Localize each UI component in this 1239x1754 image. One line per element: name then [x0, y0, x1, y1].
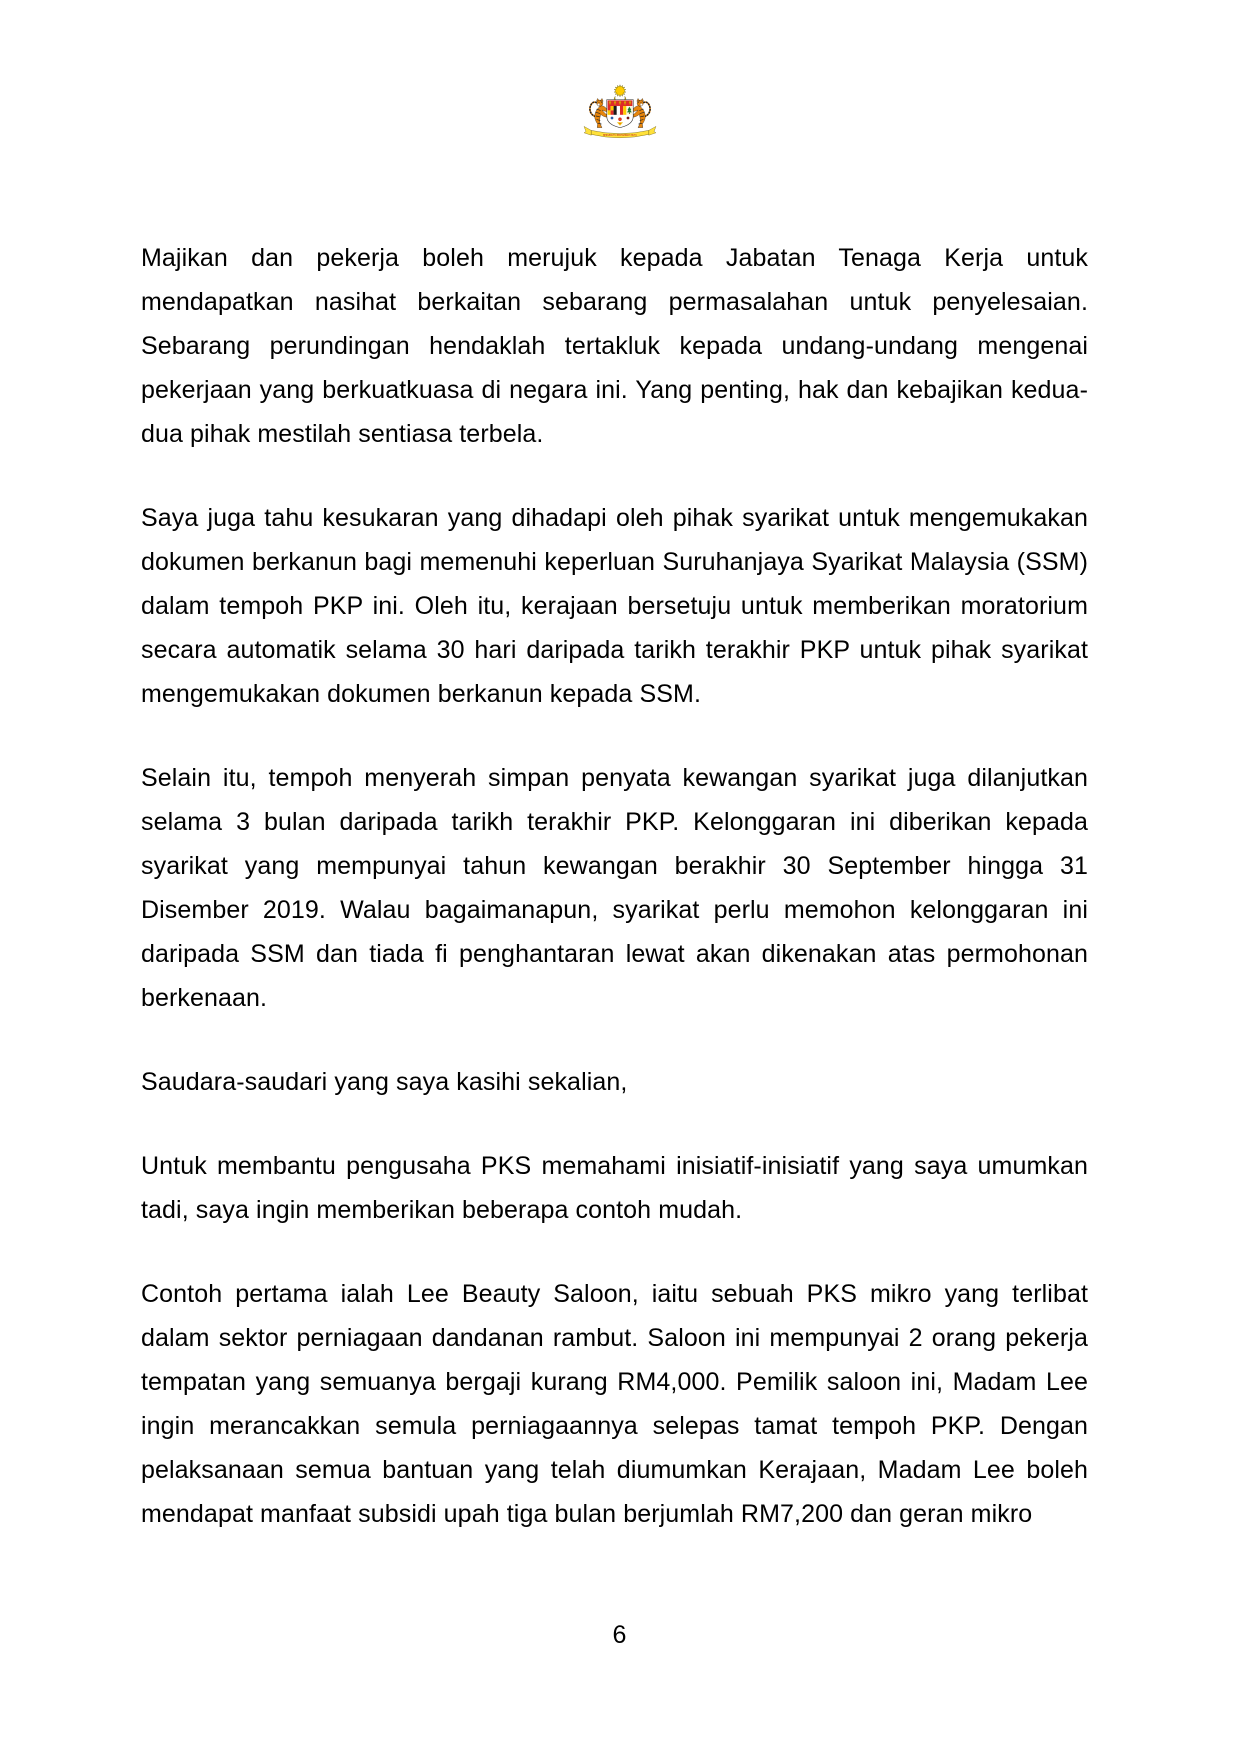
page-number: 6 [612, 1621, 627, 1649]
paragraph-2: Saya juga tahu kesukaran yang dihadapi oleh pihak syarikat untuk mengemukakan dokumen berkanun bagi memenuhi keperluan Suruhanjaya Syarikat Malaysia (SSM) dalam tempoh PKP ini. Oleh itu, kerajaan bersetuju untuk memberikan moratorium secara automatik selama 30 hari daripada tarikh terakhir PKP untuk pihak syarikat mengemukakan dokumen berkanun kepada SSM. [141, 504, 1088, 708]
hibiscus-emblem-icon [618, 118, 621, 121]
paragraph-6: Contoh pertama ialah Lee Beauty Saloon, iaitu sebuah PKS mikro yang terlibat dalam sektor perniagaan dandanan rambut. Saloon ini mempunyai 2 orang pekerja tempatan yang semuanya bergaji kurang RM4,000. Pemilik saloon ini, Madam Lee ingin merancakkan semula perniagaannya selepas tamat tempoh PKP. Dengan pelaksanaan semua bantuan yang telah diumumkan Kerajaan, Madam Lee boleh mendapat manfaat subsidi upah tiga bulan berjumlah RM7,200 dan geran mikro [141, 1280, 1088, 1528]
tiger-left-icon [589, 98, 606, 127]
paragraph-1: Majikan dan pekerja boleh merujuk kepada Jabatan Tenaga Kerja untuk mendapatkan nasihat berkaitan sebarang permasalahan untuk penyelesaian. Sebarang perundingan hendaklah tertakluk kepada undang-undang mengenai pekerjaan yang berkuatkuasa di negara ini. Yang penting, hak dan kebajikan kedua-dua pihak mestilah sentiasa terbela. [141, 244, 1088, 448]
document-body [141, 236, 1088, 1576]
motto-text: BERSEKUTU BERTAMBAH MUTU [602, 134, 637, 138]
sabah-emblem-icon [626, 117, 629, 120]
penang-emblem-icon [610, 117, 613, 120]
federal-star-icon [614, 85, 626, 97]
malaysia-coat-of-arms-icon [568, 82, 672, 158]
paragraph-4-salutation: Saudara-saudari yang saya kasihi sekalian, [141, 1068, 628, 1096]
paragraph-5: Untuk membantu pengusaha PKS memahami inisiatif-inisiatif yang saya umumkan tadi, saya ingin memberikan beberapa contoh mudah. [141, 1152, 1088, 1224]
motto-banner [584, 126, 656, 137]
tiger-right-icon [633, 98, 650, 127]
shield-icon [606, 100, 632, 128]
paragraph-3: Selain itu, tempoh menyerah simpan penyata kewangan syarikat juga dilanjutkan selama 3 bulan daripada tarikh terakhir PKP. Kelonggaran ini diberikan kepada syarikat yang mempunyai tahun kewangan berakhir 30 September hingga 31 Disember 2019. Walau bagaimanapun, syarikat perlu memohon kelonggaran ini daripada SSM dan tiada fi penghantaran lewat akan dikenakan atas permohonan berkenaan. [141, 764, 1088, 1012]
